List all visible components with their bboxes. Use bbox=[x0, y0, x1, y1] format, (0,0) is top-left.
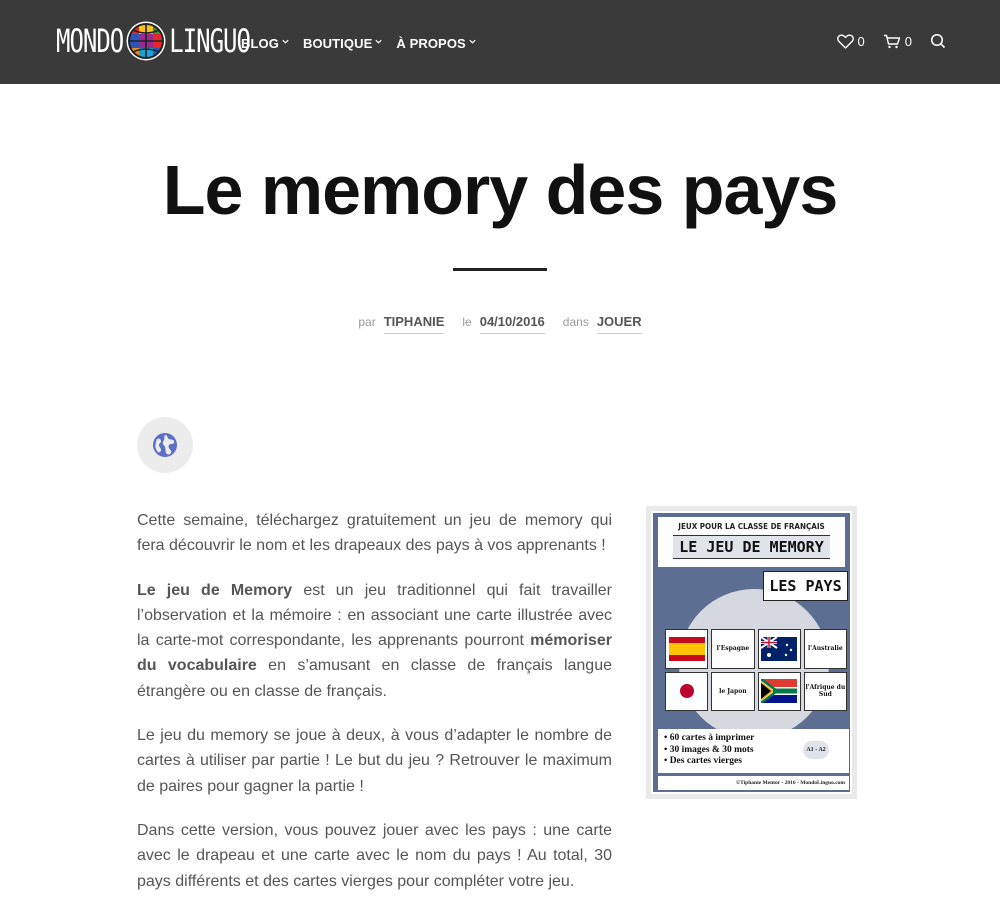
south-africa-flag-icon bbox=[761, 679, 797, 703]
cover-subtitle: JEUX POUR LA CLASSE DE FRANÇAIS bbox=[678, 522, 825, 531]
heart-icon bbox=[837, 34, 854, 49]
feature-line: • 30 images & 30 mots bbox=[664, 744, 754, 755]
page-title: Le memory des pays bbox=[162, 151, 838, 229]
cover-title: LE JEU DE MEMORY bbox=[673, 535, 830, 559]
japan-flag-icon bbox=[669, 679, 705, 703]
wishlist-button[interactable] bbox=[837, 34, 865, 49]
feature-line: • Des cartes vierges bbox=[664, 756, 742, 766]
card-word-spain: l'Espagne bbox=[711, 629, 754, 669]
logo-globe-icon bbox=[125, 20, 167, 62]
australia-flag-icon bbox=[761, 637, 797, 661]
search-icon bbox=[930, 33, 946, 49]
card-flag-spain bbox=[665, 629, 708, 669]
card-word-south-africa: l'Afrique du Sud bbox=[804, 672, 847, 712]
cover-header bbox=[658, 517, 845, 567]
nav-item-label: BLOG bbox=[241, 36, 279, 51]
product-image[interactable] bbox=[646, 506, 857, 799]
text-run: est un jeu traditionnel qui fait travailler l’observation et la mémoire : en associant une carte illustrée avec la carte-mot correspondante, les apprenants pourront bbox=[137, 581, 612, 650]
card-word-japan: le Japon bbox=[711, 672, 754, 712]
cover-cards bbox=[665, 629, 847, 711]
nav-item-label: À PROPOS bbox=[396, 36, 466, 51]
nav-item-blog[interactable] bbox=[241, 36, 290, 51]
bold-text: mémoriser du vocabulaire bbox=[137, 632, 612, 675]
date-link[interactable]: 04/10/2016 bbox=[480, 314, 545, 334]
category-link[interactable]: JOUER bbox=[597, 314, 642, 334]
author-link[interactable]: TIPHANIE bbox=[384, 314, 445, 334]
card-word-australia: l'Australie bbox=[804, 629, 847, 669]
card-flag-japan bbox=[665, 672, 708, 712]
site-header bbox=[0, 0, 1000, 84]
nav-item-label: BOUTIQUE bbox=[302, 36, 373, 51]
paragraph: Le jeu du memory se joue à deux, à vous d’adapter le nombre de cartes à utiliser par partie ! Le but du jeu ? Retrouver le maximum de paires pour gagner la partie ! bbox=[137, 727, 612, 795]
paragraph: Dans cette version, vous pouvez jouer avec les pays : une carte avec le drapeau et une carte avec le nom du pays ! Au total, 30 pays différents et des cartes vierges pour compléter votre jeu. bbox=[137, 821, 612, 890]
product-cover bbox=[651, 511, 852, 794]
search-button[interactable] bbox=[930, 33, 950, 49]
nav-item-boutique[interactable] bbox=[303, 36, 383, 51]
cart-icon bbox=[883, 34, 901, 49]
cover-label: LES PAYS bbox=[763, 571, 848, 601]
article-body bbox=[137, 508, 612, 909]
date-prefix: le bbox=[462, 315, 472, 329]
cover-copyright: ©Tiphanie Mentor - 2016 - MondoLinguo.com bbox=[658, 776, 849, 790]
title-divider bbox=[453, 268, 547, 271]
chevron-down-icon bbox=[281, 37, 290, 46]
logo-text-left: MONDO bbox=[56, 22, 124, 60]
text-run: en s’amusant en classe de français langue étrangère ou en classe de français. bbox=[137, 657, 612, 700]
paragraph: Cette semaine, téléchargez gratuitement un jeu de memory qui fera découvrir le nom et les drapeaux des pays à vos apprenants ! bbox=[137, 512, 612, 555]
header-actions bbox=[819, 33, 950, 49]
spain-flag-icon bbox=[669, 637, 705, 661]
logo-text-right: LINGUO bbox=[169, 22, 250, 60]
author-prefix: par bbox=[358, 315, 376, 329]
paragraph bbox=[137, 578, 612, 704]
post-meta bbox=[0, 314, 1000, 334]
bold-text: Le jeu de Memory bbox=[137, 581, 293, 599]
nav-item-a-propos[interactable] bbox=[396, 36, 476, 51]
chevron-down-icon bbox=[374, 37, 383, 46]
feature-line: • 60 cartes à imprimer bbox=[664, 733, 755, 743]
globe-icon bbox=[152, 432, 178, 458]
cover-level-badge: A1 - A2 bbox=[803, 741, 829, 759]
cart-button[interactable] bbox=[883, 34, 912, 49]
card-flag-australia bbox=[758, 629, 801, 669]
cart-count: 0 bbox=[904, 33, 912, 49]
category-prefix: dans bbox=[562, 315, 589, 329]
post-format-badge bbox=[137, 417, 193, 473]
card-flag-south-africa bbox=[758, 672, 801, 712]
wishlist-count: 0 bbox=[857, 33, 865, 49]
site-logo[interactable] bbox=[56, 18, 250, 64]
main-nav bbox=[241, 36, 490, 51]
chevron-down-icon bbox=[468, 37, 477, 46]
